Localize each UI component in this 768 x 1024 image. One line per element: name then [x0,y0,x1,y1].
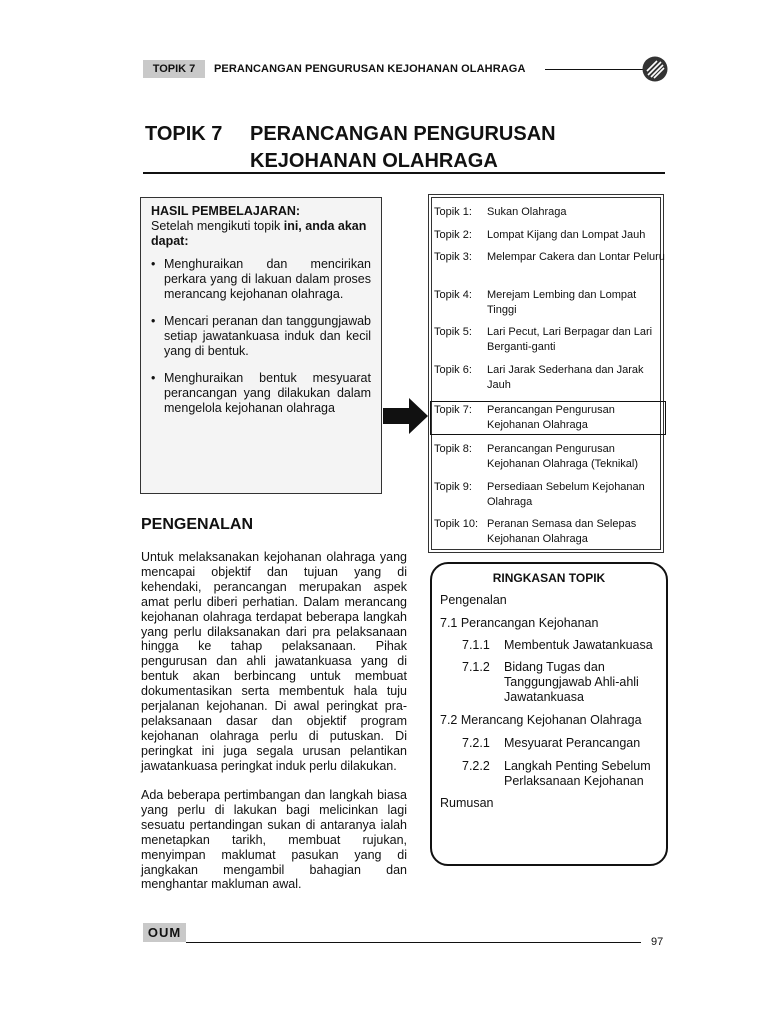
learning-outcomes-box [140,197,382,494]
outcome-item: • Menghuraikan bentuk mesyuarat perancangan yang dilakukan dalam mengelola kejohanan olahraga [151,371,371,416]
footer-rule [186,942,641,943]
page-title [145,121,556,175]
running-header-tag: TOPIK 7 [143,60,205,78]
summary-conclusion: Rumusan [440,796,494,810]
page-number: 97 [651,936,664,948]
topic-number: Topik 8: [434,443,472,455]
topic-number: Topik 1: [434,206,472,218]
subsection-number: 7.1.1 [462,638,490,652]
outcome-item: • Menghuraikan dan mencirikan perkara yang di lakuan dalam proses merancang kejohanan olahraga. [151,257,371,302]
title-rule [143,172,665,174]
topic-number: Topik 3: [434,251,472,263]
topic-number: Topik 9: [434,481,472,493]
topic-title: Perancangan Pengurusan Kejohanan Olahraga (Teknikal) [487,443,639,470]
summary-section-7-1: 7.1 Perancangan Kejohanan [440,616,599,630]
running-header-title: PERANCANGAN PENGURUSAN KEJOHANAN OLAHRAGA [214,63,526,75]
learning-outcomes-intro [151,219,371,249]
intro-paragraph-2: Ada beberapa pertimbangan dan langkah biasa yang perlu di lakukan bagi melicinkan lagi sesuatu pertandingan sukan di antaranya ialah menetapkan tarikh, membuat rujukan, menyimpan maklumat pasukan yang di jangkakan mengambil bahagian dan menghantar makluman awal. [141,788,407,892]
summary-section-7-2: 7.2 Merancang Kejohanan Olahraga [440,713,642,727]
topic-title: Sukan Olahraga [487,206,567,218]
oum-globe-icon [642,56,668,82]
intro-paragraph-1: Untuk melaksanakan kejohanan olahraga yang mencapai objektif dan tujuan yang di kehendaki, perancangan merupakan aspek amat perlu diberi perhatian. Dalam merancang kejohanan olahraga terdapat beberapa langkah yang perlu dilaksanakan dari pra pelaksanaan hingga ke tahap pelaksanaan. Pihak pengurusan dan ahli jawatankuasa yang di bentuk akan berbincang untuk membuat dokumentasikan serta membentuk hala tuju perjalanan kejohanan. Di awal peringkat pra-pelaksanaan dasar dan objektif program kejohanan olahraga perlu di putuskan. Di peringkat ini juga segala urusan pelantikan jawatankuasa peringkat induk perlu dilakukan. [141,550,407,773]
header-divider [545,69,645,70]
topic-number: Topik 10: [434,518,479,530]
topic-title: Lari Jarak Sederhana dan Jarak Jauh [487,364,644,391]
subsection-number: 7.1.2 [462,660,490,674]
topic-number: Topik 6: [434,364,472,376]
outcome-item: • Mencari peranan dan tanggungjawab setiap jawatankuasa induk dan kecil yang di bentuk. [151,314,371,359]
topic-title: Melempar Cakera dan Lontar Peluru [487,251,665,263]
topic-title: Persediaan Sebelum Kejohanan Olahraga [487,481,645,508]
topic-number: Topik 2: [434,229,472,241]
arrow-right-icon [383,398,428,434]
topic-number: Topik 5: [434,326,472,338]
title-line-2: KEJOHANAN OLAHRAGA [250,150,498,172]
title-number: TOPIK 7 [145,123,223,145]
subsection-title: Mesyuarat Perancangan [504,736,641,750]
subsection-title: Langkah Penting Sebelum Perlaksanaan Kejohanan [504,759,651,788]
topic-title: Peranan Semasa dan Selepas Kejohanan Olahraga [487,518,637,545]
learning-outcomes-list [151,257,371,416]
oum-logo: OUM [143,923,186,942]
subsection-number: 7.2.1 [462,736,490,750]
topic-title: Lompat Kijang dan Lompat Jauh [487,229,646,241]
topic-number: Topik 4: [434,289,472,301]
intro-bold: ini, anda akan dapat: [151,219,367,248]
subsection-title: Membentuk Jawatankuasa [504,638,653,652]
topic-title: Lari Pecut, Lari Berpagar dan Lari Berganti-ganti [487,326,653,353]
topic-number: Topik 7: [434,404,472,416]
title-line-1: PERANCANGAN PENGURUSAN [250,123,556,145]
subsection-title: Bidang Tugas dan Tanggungjawab Ahli-ahli Jawatankuasa [504,660,639,704]
summary-intro: Pengenalan [440,593,507,607]
learning-outcomes-heading: HASIL PEMBELAJARAN: [151,204,301,218]
subsection-number: 7.2.2 [462,759,490,773]
section-heading: PENGENALAN [141,516,254,533]
summary-title: RINGKASAN TOPIK [492,571,606,585]
intro-plain: Setelah mengikuti topik [151,219,284,233]
topic-title: Merejam Lembing dan Lompat Tinggi [487,289,637,316]
topic-title: Perancangan Pengurusan Kejohanan Olahraga [487,404,615,431]
